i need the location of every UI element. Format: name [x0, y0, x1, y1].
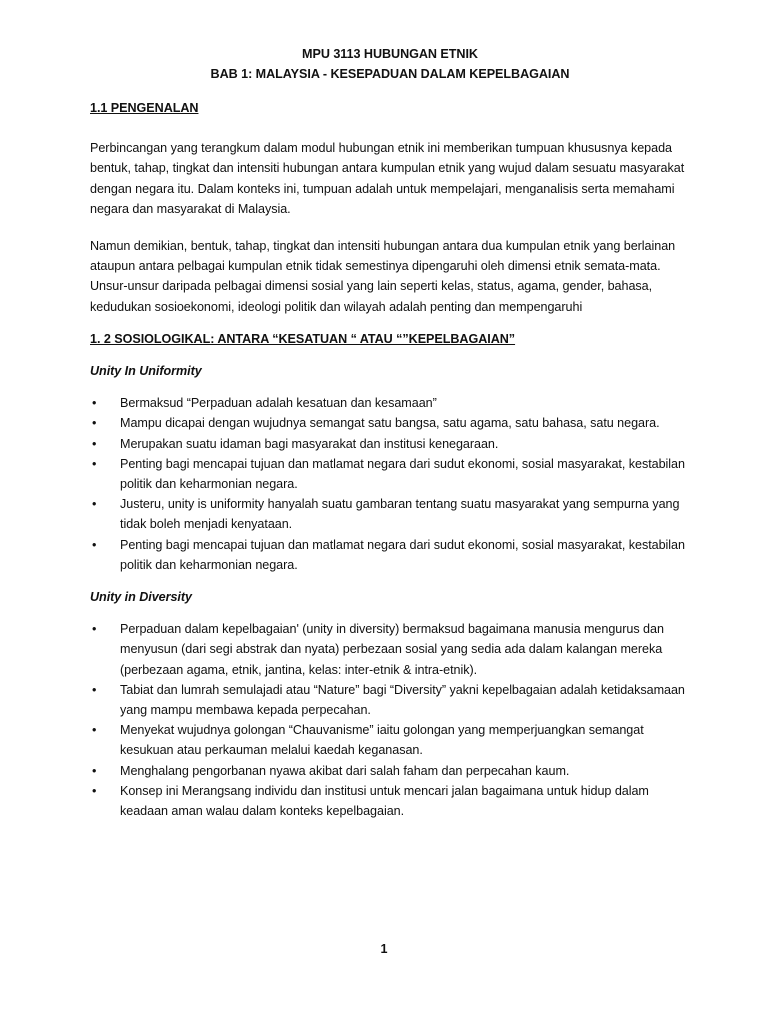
bullet-icon: • [92, 436, 97, 451]
bullet-icon: • [92, 396, 97, 411]
page-number: 1 [380, 942, 388, 956]
list-item [90, 535, 690, 575]
list-item [90, 393, 690, 413]
bullet-icon: • [92, 537, 97, 552]
list-item-text: Bermaksud “Perpaduan adalah kesatuan dan kesamaan” [120, 396, 437, 411]
list-item [90, 494, 690, 534]
diversity-bullet-list [90, 619, 690, 821]
list-item [90, 434, 690, 454]
chapter-title: BAB 1: MALAYSIA - KESEPADUAN DALAM KEPELBAGAIAN [210, 67, 570, 81]
list-item-text: Penting bagi mencapai tujuan dan matlamat negara dari sudut ekonomi, sosial masyarakat, kestabilan politik dan keharmonian negara. [120, 456, 685, 492]
list-item-text: Konsep ini Merangsang individu dan institusi untuk mencari jalan bagaimana untuk hidup dalam keadaan aman walau dalam konteks kepelbagaian. [120, 783, 649, 819]
list-item-text: Menghalang pengorbanan nyawa akibat dari salah faham dan perpecahan kaum. [120, 763, 570, 778]
list-item-text: Justeru, unity is uniformity hanyalah suatu gambaran tentang suatu masyarakat yang sempurna yang tidak boleh menjadi kenyataan. [120, 497, 680, 532]
bullet-icon: • [92, 783, 97, 798]
bullet-icon: • [92, 723, 97, 738]
subheading-unity-in-uniformity: Unity In Uniformity [90, 364, 202, 379]
paragraph-intro-2: Namun demikian, bentuk, tahap, tingkat dan intensiti hubungan antara dua kumpulan etnik yang berlainan ataupun antara pelbagai kumpulan etnik tidak semestinya dipengaruhi oleh dimensi etnik semata-mata. Unsur-unsur daripada pelbagai dimensi sosial yang lain seperti kelas, status, agama, gender, bahasa, kedudukan sosioekonomi, ideologi politik dan wilayah adalah penting dan mempengaruhi [90, 239, 676, 314]
list-item [90, 680, 690, 720]
list-item-text: Perpaduan dalam kepelbagaian' (unity in diversity) bermaksud bagaimana manusia mengurus dan menyusun (dari segi abstrak dan nyata) perbezaan sosial yang sedia ada dalam kalangan mereka (perbezaan agama, etnik, jantina, kelas: inter-etnik & intra-etnik). [120, 622, 664, 677]
list-item [90, 781, 690, 821]
course-title: MPU 3113 HUBUNGAN ETNIK [302, 47, 478, 61]
list-item [90, 619, 690, 680]
list-item-text: Menyekat wujudnya golongan “Chauvanisme” iaitu golongan yang memperjuangkan semangat kesukuan atau perkauman melalui kaedah keganasan. [120, 723, 644, 758]
uniformity-bullet-list [90, 393, 690, 575]
bullet-icon: • [92, 763, 97, 778]
section-heading-pengenalan: 1.1 PENGENALAN [90, 101, 199, 115]
list-item-text: Penting bagi mencapai tujuan dan matlamat negara dari sudut ekonomi, sosial masyarakat, kestabilan politik dan keharmonian negara. [120, 537, 685, 572]
bullet-icon: • [92, 456, 97, 471]
bullet-icon: • [92, 497, 97, 512]
list-item-text: Merupakan suatu idaman bagi masyarakat dan institusi kenegaraan. [120, 436, 499, 451]
list-item [90, 761, 690, 781]
list-item [90, 413, 690, 433]
list-item [90, 454, 690, 494]
bullet-icon: • [92, 622, 97, 637]
bullet-icon: • [92, 416, 97, 431]
list-item [90, 720, 690, 760]
document-page [90, 44, 690, 821]
list-item-text: Tabiat dan lumrah semulajadi atau “Nature” bagi “Diversity” yakni kepelbagaian adalah ketidaksamaan yang mampu membawa kepada perpecahan. [120, 682, 685, 718]
subheading-unity-in-diversity: Unity in Diversity [90, 590, 192, 605]
paragraph-intro-1: Perbincangan yang terangkum dalam modul hubungan etnik ini memberikan tumpuan khususnya kepada bentuk, tahap, tingkat dan intensiti hubungan antara kumpulan etnik yang wujud dalam sesuatu masyarakat dengan negara itu. Dalam konteks ini, tumpuan adalah untuk mempelajari, menganalisis serta memahami negara dan masyarakat di Malaysia. [90, 141, 685, 216]
bullet-icon: • [92, 682, 97, 697]
list-item-text: Mampu dicapai dengan wujudnya semangat satu bangsa, satu agama, satu bahasa, satu negara. [120, 416, 660, 431]
section-heading-sosiologikal: 1. 2 SOSIOLOGIKAL: ANTARA “KESATUAN “ ATAU “”KEPELBAGAIAN” [90, 331, 516, 346]
